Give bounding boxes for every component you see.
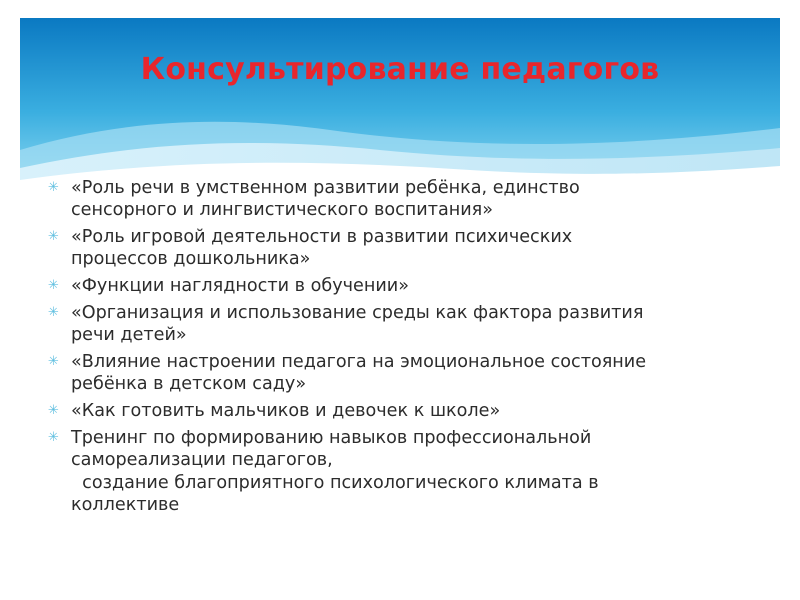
asterisk-bullet-icon: ✳ <box>48 229 59 244</box>
slide-title: Консультирование педагогов <box>140 52 660 87</box>
list-item <box>48 427 758 471</box>
item-line: самореализации педагогов, <box>71 450 333 470</box>
item-line: «Роль речи в умственном развитии ребёнка, единство <box>71 178 580 198</box>
item-line: сенсорного и лингвистического воспитания» <box>71 200 494 220</box>
asterisk-bullet-icon: ✳ <box>48 430 59 445</box>
item-line: ребёнка в детском саду» <box>71 374 307 394</box>
item-line: Тренинг по формированию навыков профессиональной <box>71 428 592 448</box>
item-line: «Функции наглядности в обучении» <box>71 276 409 296</box>
asterisk-bullet-icon: ✳ <box>48 354 59 369</box>
item-line: создание благоприятного психологического климата в <box>71 473 599 493</box>
list-item <box>48 302 758 346</box>
list-item <box>48 226 758 270</box>
asterisk-bullet-icon: ✳ <box>48 305 59 320</box>
asterisk-bullet-icon: ✳ <box>48 403 59 418</box>
list-item-continuation <box>48 472 758 516</box>
list-item <box>48 400 758 422</box>
asterisk-bullet-icon: ✳ <box>48 278 59 293</box>
item-line: «Организация и использование среды как фактора развития <box>71 303 644 323</box>
item-line: «Как готовить мальчиков и девочек к школе» <box>71 401 501 421</box>
asterisk-bullet-icon: ✳ <box>48 180 59 195</box>
item-line: «Роль игровой деятельности в развитии психических <box>71 227 573 247</box>
list-item <box>48 275 758 297</box>
item-line: речи детей» <box>71 325 187 345</box>
list-item <box>48 177 758 221</box>
item-line: коллективе <box>71 495 180 515</box>
list-item <box>48 351 758 395</box>
item-line: процессов дошкольника» <box>71 249 311 269</box>
item-line: «Влияние настроении педагога на эмоциональное состояние <box>71 352 647 372</box>
consultation-topics-list <box>48 177 758 516</box>
